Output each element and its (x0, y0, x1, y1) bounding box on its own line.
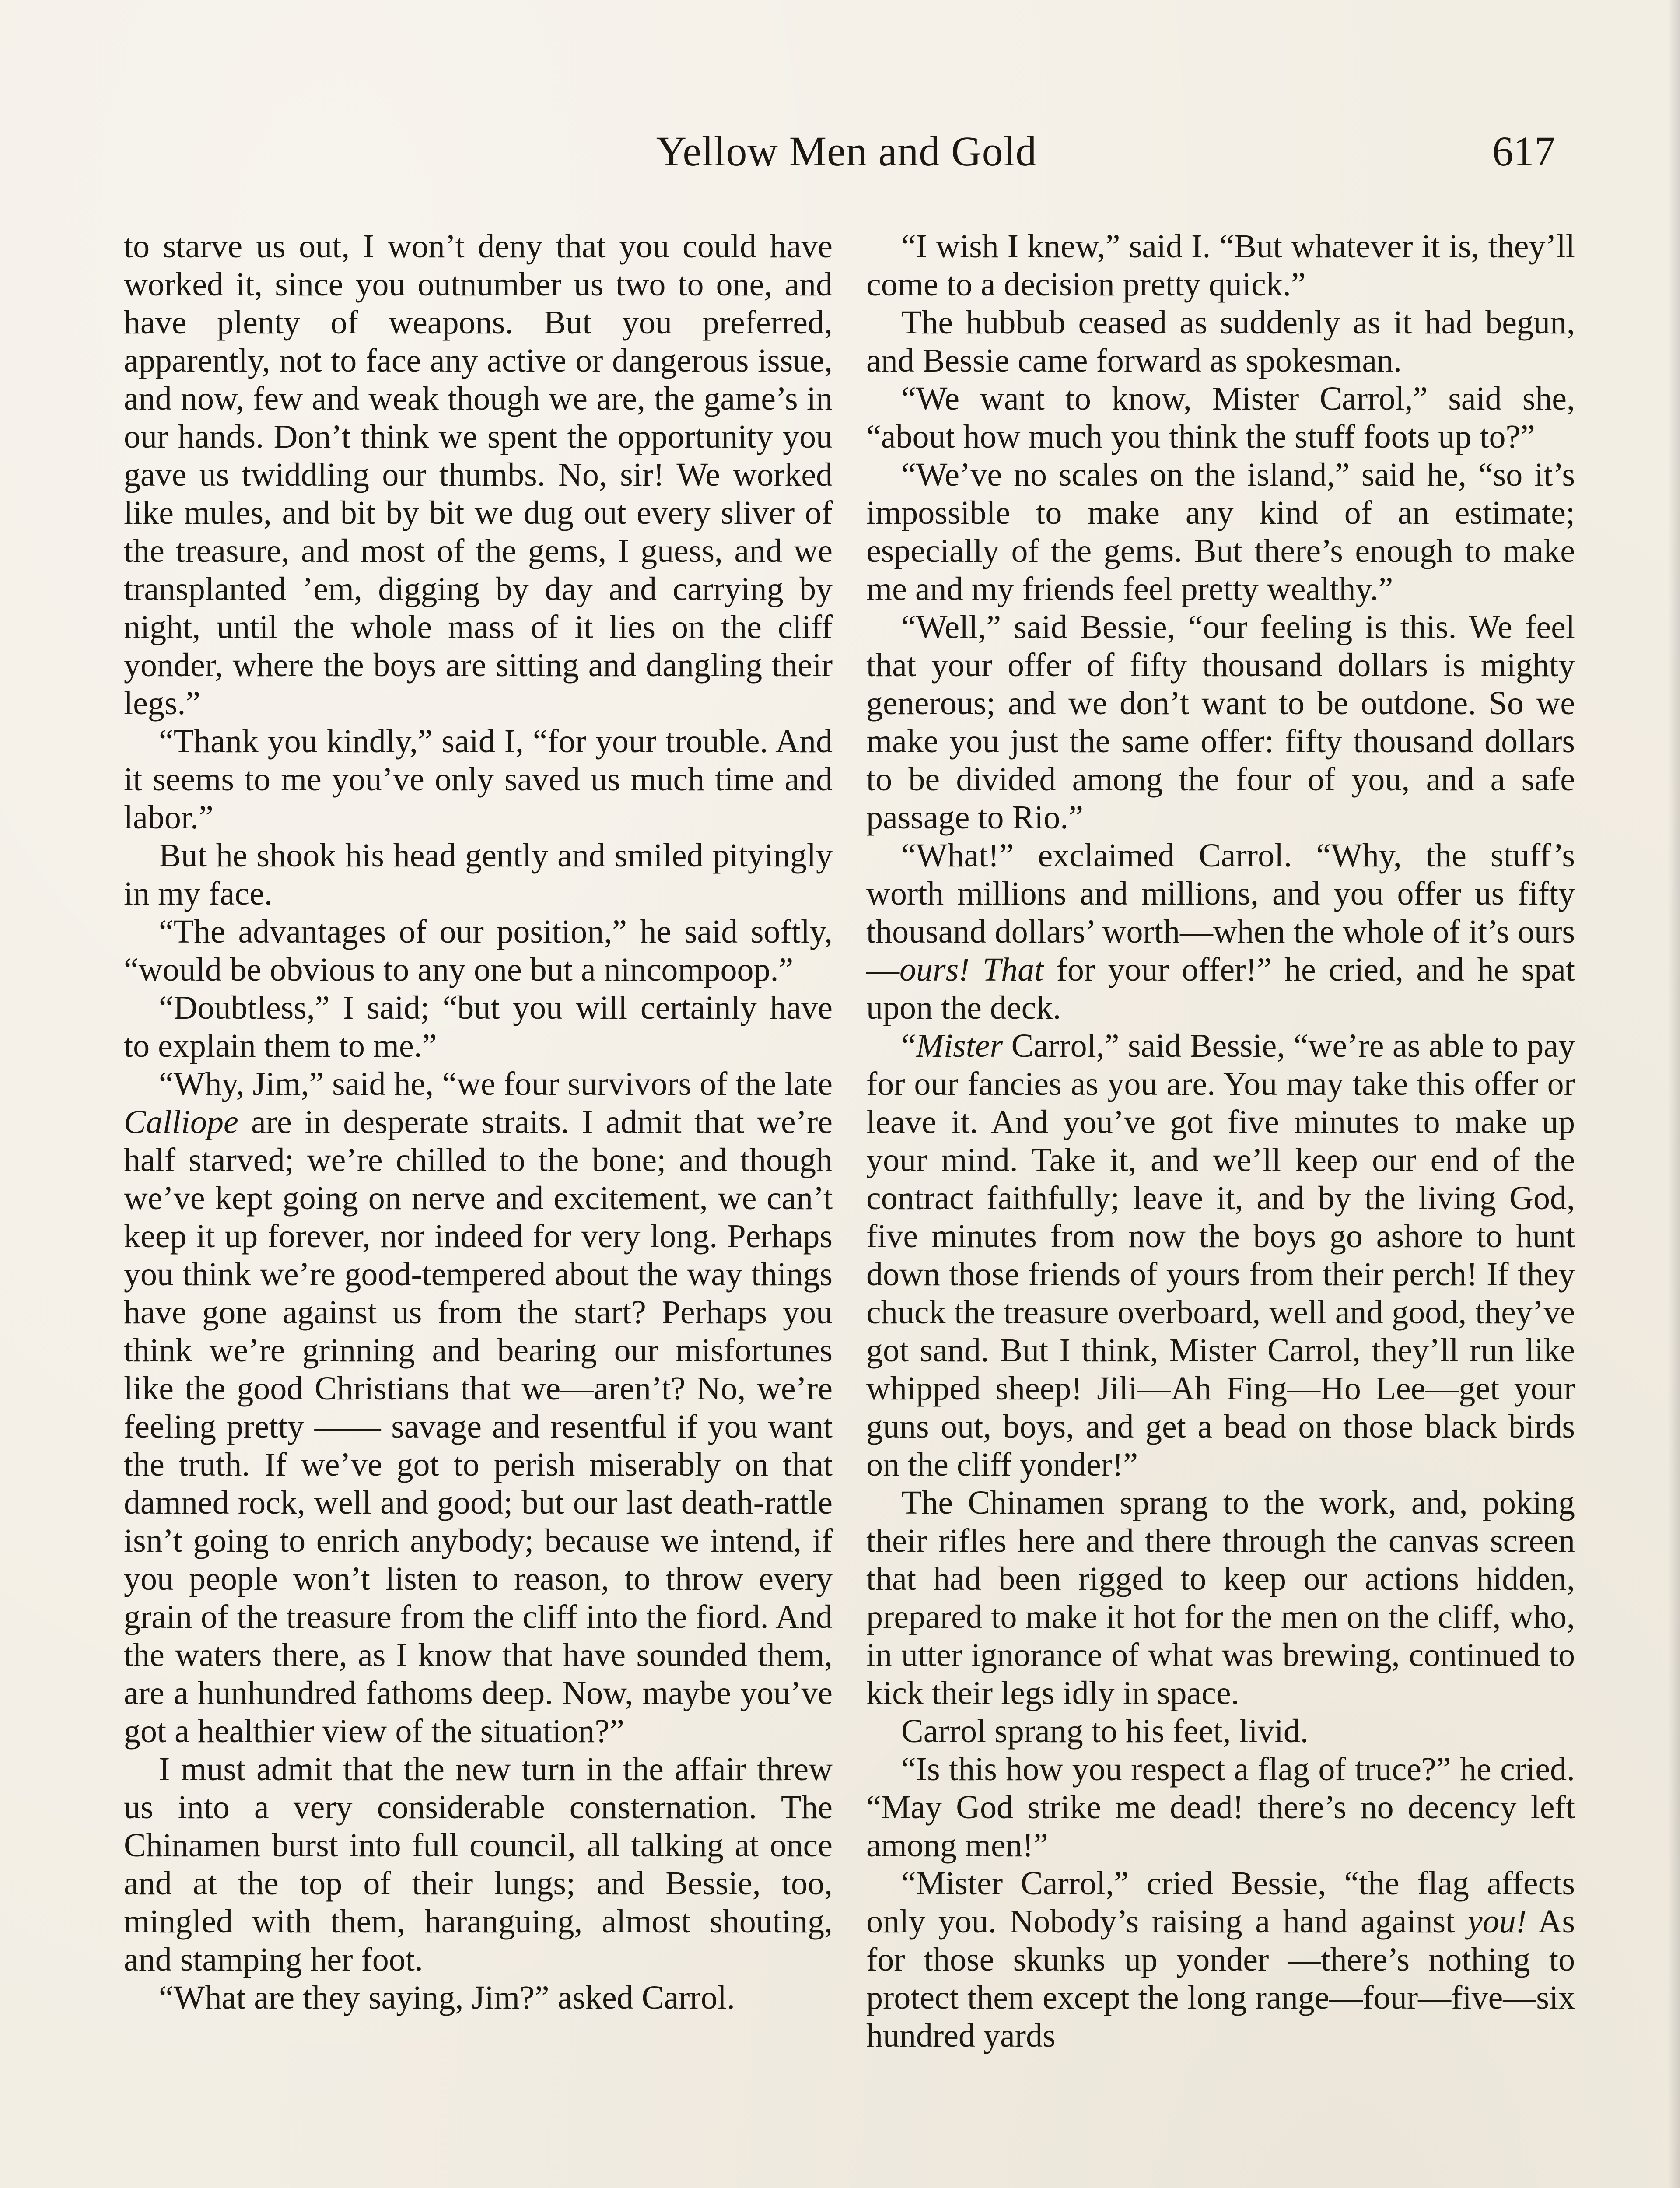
paragraph: The hubbub ceased as suddenly as it had begun, and Bessie came forward as spokesman. (866, 304, 1575, 379)
page-edge-shadow (1668, 0, 1680, 2188)
text-run: for your offer!” he cried, and he spat upon the deck. (866, 951, 1575, 1026)
running-head-title: Yellow Men and Gold (656, 128, 1037, 175)
paragraph: “We want to know, Mister Carrol,” said she, “about how much you think the stuff foots up to?” (866, 380, 1575, 455)
paragraph: “Well,” said Bessie, “our feeling is this. We feel that your offer of fifty thousand dollars is mighty generous; and we don’t want to be outdone. So we make you just the same offer: fifty thousand dollars to be divided among the four of you, and a safe passage to Rio.” (866, 609, 1575, 836)
text-run: are in desperate straits. I admit that we’re half starved; we’re chilled to the bone; and though we’ve kept going on nerve and excitement, we can’t keep it up forever, nor indeed for very long. Perhaps you think we’re good-tempered about the way things have gone against us from the start? Perhaps you think we’re grinning and bearing our misfortunes like the good Christians that we—aren’t? No, we’re feeling pretty —— savage and resentful if you want the truth. If we’ve got to perish miserably on that damned rock, well and good; but our last death-rattle isn’t going to enrich anybody; because we intend, if you people won’t listen to reason, to throw every grain of the treasure from the cliff into the fiord. And the waters there, as I know that have sounded them, are a hunhundred fathoms deep. Now, maybe you’ve got a healthier view of the situation?” (124, 1104, 833, 1750)
paragraph: “Doubtless,” I said; “but you will certainly have to explain them to me.” (124, 989, 833, 1064)
paragraph (124, 1065, 833, 1750)
right-column (866, 228, 1575, 2055)
paragraph (866, 837, 1575, 1027)
text-run: “Why, Jim,” said he, “we four survivors of the late (159, 1066, 833, 1102)
page-number: 617 (1492, 128, 1555, 175)
ship-name: Calliope (124, 1104, 238, 1140)
paragraph: “We’ve no scales on the island,” said he, “so it’s impossible to make any kind of an estimate; especially of the gems. But there’s enough to make me and my friends feel pretty wealthy.” (866, 456, 1575, 607)
text-run: “Mister Carrol,” cried Bessie, “the flag affects only you. Nobody’s raising a hand against (866, 1865, 1575, 1940)
paragraph: The Chinamen sprang to the work, and, poking their rifles here and there through the canvas screen that had been rigged to keep our actions hidden, prepared to make it hot for the men on the cliff, who, in utter ignorance of what was brewing, continued to kick their legs idly in space. (866, 1484, 1575, 1711)
emphasis: That (982, 951, 1044, 988)
emphasis: Mister (916, 1027, 1003, 1064)
paragraph: I must admit that the new turn in the affair threw us into a very considerable consternation. The Chinamen burst into full council, all talking at once and at the top of their lungs; and Bessie, too, mingled with them, haranguing, almost shouting, and stamping her foot. (124, 1751, 833, 1978)
left-column (124, 228, 833, 2017)
paragraph (866, 1027, 1575, 1484)
paragraph: “The advantages of our position,” he said softly, “would be obvious to any one but a nincompoop.” (124, 913, 833, 988)
text-run: Carrol,” said Bessie, “we’re as able to pay for our fancies as you are. You may take this offer or leave it. And you’ve got five minutes to make up your mind. Take it, and we’ll keep our end of the contract faithfully; leave it, and by the living God, five minutes from now the boys go ashore to hunt down those friends of yours from their perch! If they chuck the treasure overboard, well and good, they’ve got sand. But I think, Mister Carrol, they’ll run like whipped sheep! Jili—Ah Fing—Ho Lee—get your guns out, boys, and get a bead on those black birds on the cliff yonder!” (866, 1027, 1575, 1483)
paragraph: Carrol sprang to his feet, livid. (901, 1713, 1309, 1750)
text-run (970, 951, 982, 988)
paragraph (866, 1865, 1575, 2055)
paragraph: But he shook his head gently and smiled pityingly in my face. (124, 837, 833, 912)
paragraph: “What are they saying, Jim?” asked Carrol. (159, 1979, 735, 2016)
emphasis: ours! (900, 951, 970, 988)
paragraph: “Thank you kindly,” said I, “for your trouble. And it seems to me you’ve only saved us much time and labor.” (124, 723, 833, 836)
text-run: As for those skunks up yonder —there’s nothing to protect them except the long range—four—five—six hundred yards (866, 1903, 1575, 2054)
paragraph: “Is this how you respect a flag of truce?” he cried. “May God strike me dead! there’s no decency left among men!” (866, 1751, 1575, 1864)
paragraph: “I wish I knew,” said I. “But whatever it is, they’ll come to a decision pretty quick.” (866, 228, 1575, 303)
text-run: “What!” exclaimed Carrol. “Why, the stuff’s worth millions and millions, and you offer us fifty thousand dollars’ worth—when the whole of it’s ours— (866, 837, 1575, 988)
paragraph: to starve us out, I won’t deny that you could have worked it, since you outnumber us two to one, and have plenty of weapons. But you preferred, apparently, not to face any active or dangerous issue, and now, few and weak though we are, the game’s in our hands. Don’t think we spent the opportunity you gave us twiddling our thumbs. No, sir! We worked like mules, and bit by bit we dug out every sliver of the treasure, and most of the gems, I guess, and we transplanted ’em, digging by day and carrying by night, until the whole mass of it lies on the cliff yonder, where the boys are sitting and dangling their legs.” (124, 228, 833, 722)
emphasis: you! (1468, 1903, 1527, 1940)
text-run: “ (901, 1027, 916, 1064)
